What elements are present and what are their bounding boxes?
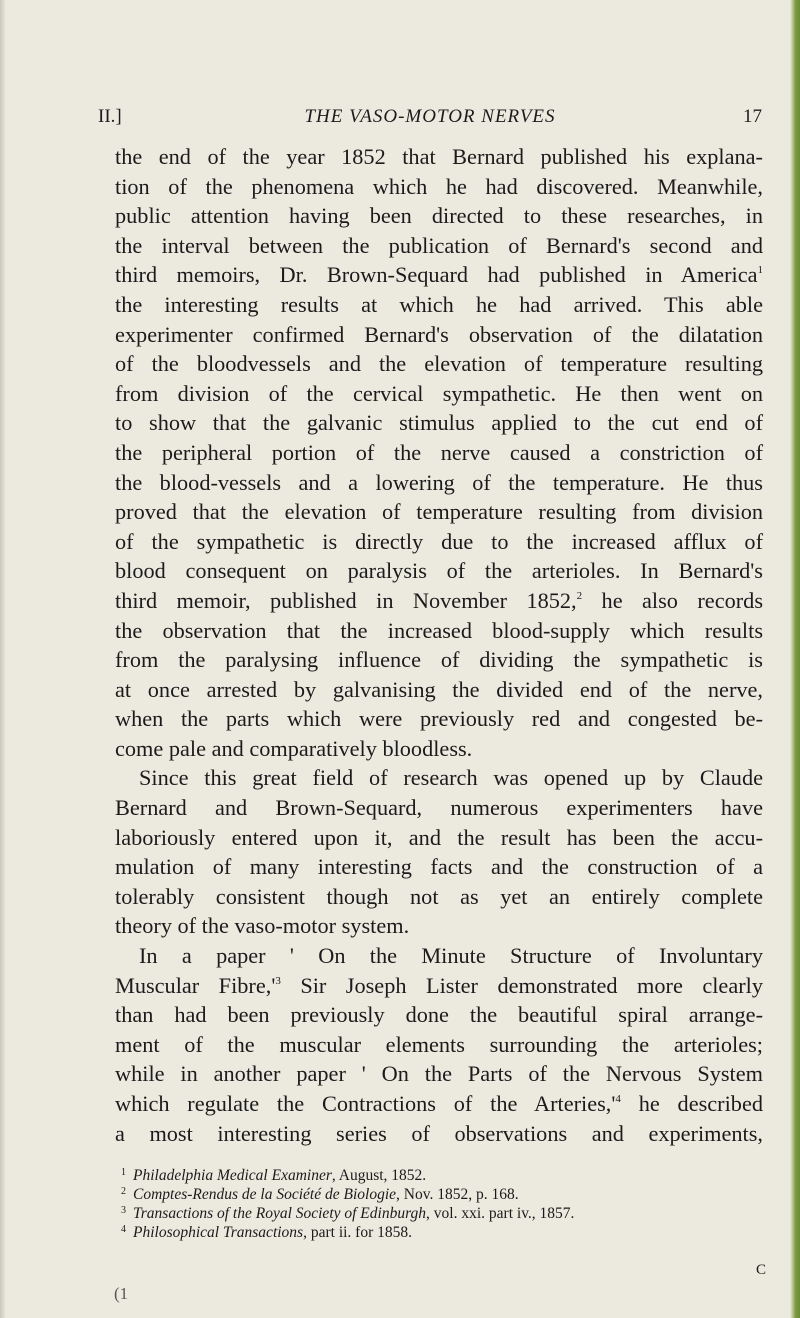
- text-line: ment of the muscular elements surrounding the arterioles;: [115, 1031, 763, 1057]
- footnote-mark: 1: [121, 1167, 126, 1178]
- line-text: third memoir, published in November 1852,: [115, 587, 577, 613]
- text-line: Bernard and Brown-Sequard, numerous experimenters have: [115, 795, 763, 821]
- line-text-tail: Sir Joseph Lister demonstrated more clearly: [280, 972, 763, 998]
- text-line: Since this great field of research was opened up by Claude: [139, 765, 763, 791]
- text-line: the end of the year 1852 that Bernard published his explana-: [115, 144, 763, 169]
- footnote-title: Comptes-Rendus de la Société de Biologie: [133, 1186, 397, 1203]
- footnote-details: , vol. xxi. part iv., 1857.: [426, 1205, 575, 1222]
- footnote-mark: 2: [121, 1186, 126, 1197]
- footnote-details: , August, 1852.: [331, 1167, 427, 1184]
- line-text-tail: he also records: [582, 587, 763, 613]
- signature-mark: C: [756, 1262, 767, 1278]
- footnote: [115, 1185, 763, 1204]
- text-line: when the parts which were previously red and congested be-: [115, 706, 763, 732]
- footnote-ref: 4: [615, 1093, 621, 1105]
- footnote-mark: 3: [121, 1205, 126, 1216]
- line-text: third memoirs, Dr. Brown-Sequard had published in America: [115, 262, 758, 288]
- line-text: which regulate the Contractions of the Arteries,': [115, 1091, 616, 1116]
- footnote-ref: 2: [576, 589, 583, 602]
- text-line: In a paper ' On the Minute Structure of Involuntary: [139, 943, 763, 969]
- text-line: the interesting results at which he had arrived. This able: [115, 291, 763, 317]
- text-line: than had been previously done the beautiful spiral arrange-: [115, 1002, 763, 1028]
- chapter-number: II.]: [98, 106, 122, 127]
- footnote: [115, 1166, 763, 1185]
- text-line: a most interesting series of observations and experiments,: [115, 1120, 763, 1146]
- text-line: tion of the phenomena which he had discovered. Meanwhile,: [115, 173, 763, 199]
- running-title: THE VASO-MOTOR NERVES: [304, 106, 556, 127]
- text-line: public attention having been directed to these researches, in: [115, 203, 763, 229]
- page-edge-right: [790, 0, 800, 1318]
- text-line: laboriously entered upon it, and the result has been the accu-: [115, 824, 763, 850]
- pencil-mark: (1: [114, 1284, 129, 1303]
- text-line: from division of the cervical sympathetic. He then went on: [115, 380, 763, 406]
- text-line: experimenter confirmed Bernard's observation of the dilatation: [115, 321, 763, 347]
- text-line: of the bloodvessels and the elevation of temperature resulting: [115, 351, 763, 377]
- footnote-title: Transactions of the Royal Society of Edinburgh: [133, 1205, 427, 1222]
- footnote: [115, 1223, 763, 1242]
- running-header: [98, 102, 762, 132]
- text-line: tolerably consistent though not as yet an entirely complete: [115, 883, 763, 909]
- text-line: theory of the vaso-motor system.: [115, 913, 410, 939]
- text-line: while in another paper ' On the Parts of the Nervous System: [115, 1061, 763, 1087]
- footnote-ref: 1: [757, 264, 763, 277]
- text-line: [115, 586, 763, 616]
- text-line: of the sympathetic is directly due to the increased afflux of: [115, 528, 763, 554]
- footnotes: [115, 1166, 763, 1242]
- footnote-details: , part ii. for 1858.: [303, 1224, 413, 1241]
- page-edge-left: [0, 0, 6, 1318]
- footnote-mark: 4: [121, 1224, 126, 1235]
- text-line: proved that the elevation of temperature resulting from division: [115, 499, 763, 525]
- line-text-tail: he described: [620, 1091, 763, 1116]
- text-line: [115, 1089, 763, 1119]
- body-text: [115, 142, 763, 1148]
- footnote-title: Philadelphia Medical Examiner: [133, 1167, 332, 1184]
- text-line: from the paralysing influence of dividing the sympathetic is: [115, 647, 763, 673]
- text-line: the interval between the publication of Bernard's second and: [115, 232, 763, 258]
- text-line: the blood-vessels and a lowering of the temperature. He thus: [115, 469, 763, 495]
- page-number: 17: [743, 106, 762, 127]
- footnote: [115, 1204, 763, 1223]
- text-line: the peripheral portion of the nerve caused a constriction of: [115, 439, 763, 465]
- text-line: mulation of many interesting facts and the construction of a: [115, 854, 763, 880]
- text-line: at once arrested by galvanising the divided end of the nerve,: [115, 676, 763, 702]
- text-line: [115, 971, 763, 1001]
- text-line: the observation that the increased blood-supply which results: [115, 617, 763, 643]
- footnote-details: , Nov. 1852, p. 168.: [396, 1186, 519, 1203]
- text-line: come pale and comparatively bloodless.: [115, 735, 473, 761]
- line-text: Muscular Fibre,': [115, 972, 276, 998]
- footnote-ref: 3: [275, 974, 281, 987]
- text-line: to show that the galvanic stimulus applied to the cut end of: [115, 410, 763, 436]
- footnote-title: Philosophical Transactions: [133, 1224, 304, 1241]
- text-line: blood consequent on paralysis of the arterioles. In Bernard's: [115, 558, 763, 584]
- text-line: [115, 260, 763, 290]
